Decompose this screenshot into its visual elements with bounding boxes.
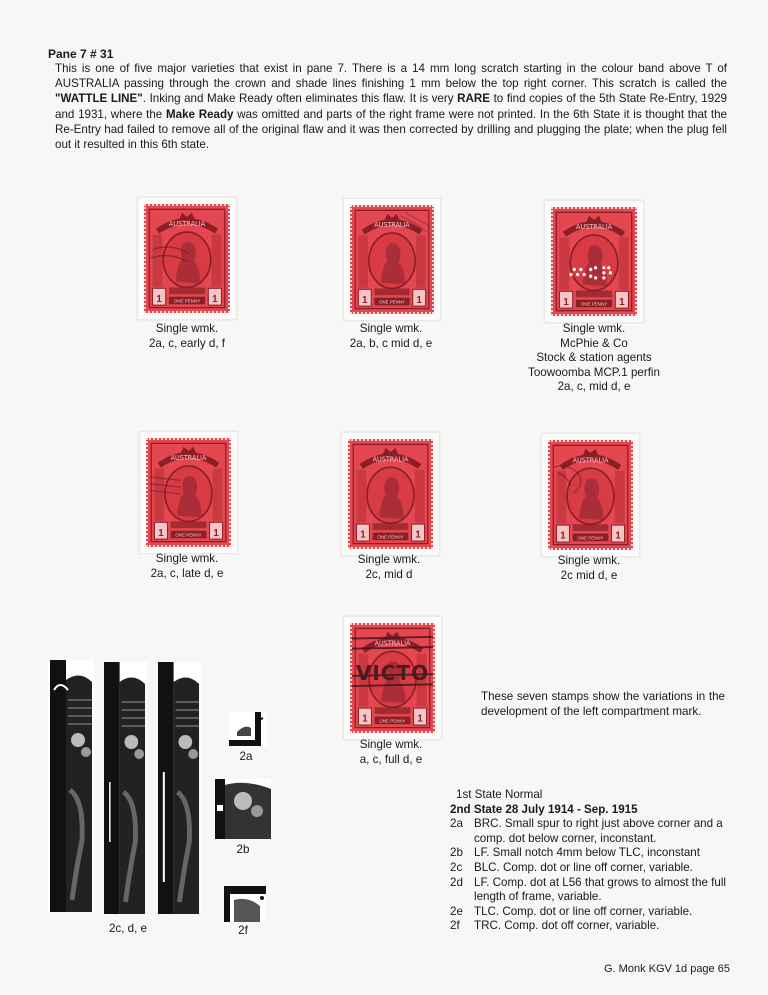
stamp-mount-3: [544, 200, 644, 323]
stamp-value-right: 1: [213, 527, 219, 539]
stamp-value-right: 1: [619, 296, 625, 308]
stamp-caption-1: [87, 322, 287, 351]
stamp-kgv-1d: [548, 440, 633, 550]
stamp-mount-5: [341, 432, 440, 556]
stamp-denomination: ONE PENNY: [577, 535, 604, 541]
variety-code: 2e: [450, 904, 463, 918]
variation-note: These seven stamps show the variations in the development of the left compartment mark.: [481, 690, 725, 718]
intro-text-2: . Inking and Make Ready often eliminates this flaw. It is very: [142, 92, 458, 106]
stamp-value-left: 1: [156, 293, 162, 305]
stamp-kgv-1d-cancelled: [350, 623, 435, 733]
variety-text: TRC. Comp. dot off corner, variable.: [474, 919, 660, 933]
stamp-kgv-1d: [350, 205, 434, 314]
stamp-value-left: 1: [158, 527, 164, 539]
stamp-value-left: 1: [360, 529, 366, 541]
caption-line: 2c, mid d: [365, 567, 413, 581]
stamp-caption-6: [489, 554, 689, 583]
intro-text-1: This is one of five major varieties that exist in pane 7. There is a 14 mm long scratch starting in the colour band above T of AUSTRALIA passing through the crown and shade lines finishing 1 mm below the top right corner. This scratch is called the: [55, 62, 727, 91]
caption-line: 2a, c, late d, e: [150, 566, 224, 580]
variety-code: 2f: [450, 919, 460, 933]
stamp-country: AUSTRALIA: [575, 223, 613, 232]
variety-row: [450, 861, 740, 876]
wattle-line-term: "WATTLE LINE": [55, 92, 143, 106]
caption-line: 2a, c, early d, f: [148, 336, 226, 350]
stamp-denomination: ONE PENNY: [377, 534, 404, 540]
rare-term: RARE: [457, 92, 490, 106]
stamp-denomination: ONE PENNY: [379, 299, 405, 305]
stamp-country: AUSTRALIA: [374, 221, 410, 230]
caption-line: a, c, full d, e: [359, 752, 423, 766]
variety-text: LF. Small notch 4mm below TLC, inconstant: [474, 846, 700, 860]
stamp-kgv-1d: [348, 439, 433, 549]
stamp-value-right: 1: [416, 294, 422, 306]
stamp-denomination: ONE PENNY: [379, 718, 406, 724]
stamp-country: AUSTRALIA: [168, 220, 206, 229]
caption-line: Single wmk.: [562, 322, 626, 335]
caption-line: 2a, b, c mid d, e: [349, 336, 433, 350]
caption-line: 2c mid d, e: [560, 568, 618, 582]
enlargement-strip-1: [48, 660, 94, 912]
detail-2b: [215, 779, 271, 839]
postmark-text: VICTO: [355, 661, 430, 686]
state-1-normal: 1st State Normal: [456, 788, 543, 801]
stamp-denomination: ONE PENNY: [580, 301, 608, 307]
stamp-denomination: ONE PENNY: [173, 298, 201, 304]
caption-line: 2a, c, mid d, e: [557, 380, 631, 393]
stamp-country: AUSTRALIA: [372, 455, 409, 464]
stamp-denomination: ONE PENNY: [175, 532, 202, 538]
variety-row: [450, 817, 740, 846]
stamp-mount-7: [343, 616, 442, 740]
stamp-value-left: 1: [563, 296, 569, 308]
intro-text-3: to find copies of the 5th State Re-Entry, 1929 and 1931, where the: [55, 92, 727, 121]
stamp-value-left: 1: [362, 294, 368, 306]
stamp-caption-4: [87, 552, 287, 581]
caption-line: Single wmk.: [357, 553, 421, 566]
detail-2a-label: 2a: [239, 750, 253, 763]
make-ready-term: Make Ready: [165, 107, 234, 121]
stamp-mount-4: [139, 431, 238, 554]
strips-label: 2c, d, e: [108, 922, 148, 935]
stamp-caption-3: [494, 322, 694, 395]
stamp-country: AUSTRALIA: [170, 454, 207, 463]
stamp-mount-2: [343, 198, 441, 321]
stamp-kgv-1d: [144, 204, 230, 313]
variety-text: BRC. Small spur to right just above corner and a comp. dot below corner, inconstant.: [474, 817, 723, 845]
variety-row: [450, 919, 740, 934]
states-list: [450, 788, 740, 934]
stamp-caption-5: [289, 553, 489, 582]
variety-text: LF. Comp. dot at L56 that grows to almost the full length of frame, variable.: [474, 875, 726, 904]
stamp-country: AUSTRALIA: [572, 456, 609, 465]
intro-text-4: was omitted and parts of the right frame were not printed. In the 6th State it is thought that the Re-Entry had failed to remove all of the original flaw and it was then corrected by drilling and plugging the plate; when the plug fell out it resulted in this 6th state.: [55, 107, 727, 152]
variety-code: 2d: [450, 875, 463, 889]
variety-text: BLC. Comp. dot or line off corner, variable.: [474, 860, 693, 874]
page-heading: Pane 7 # 31: [48, 47, 114, 61]
stamp-value-right: 1: [615, 530, 621, 542]
variety-text: TLC. Comp. dot or line off corner, variable.: [474, 904, 693, 918]
stamp-value-right: 1: [417, 713, 423, 725]
caption-line: Single wmk.: [359, 738, 423, 751]
stamp-value-left: 1: [560, 530, 566, 542]
variety-row: [450, 905, 740, 920]
stamp-caption-2: [291, 322, 491, 351]
variety-code: 2a: [450, 817, 463, 831]
stamp-mount-1: [137, 197, 237, 320]
caption-line: Single wmk.: [155, 322, 219, 335]
caption-line: Single wmk.: [359, 322, 423, 335]
stamp-mount-6: [541, 433, 640, 557]
page-footer: G. Monk KGV 1d page 65: [604, 963, 730, 975]
intro-paragraph: [55, 61, 727, 152]
detail-2f: [224, 886, 266, 922]
variety-code: 2b: [450, 846, 463, 860]
stamp-kgv-1d-perfin: [551, 207, 637, 316]
stamp-kgv-1d: [146, 438, 231, 547]
stamp-caption-7: [291, 738, 491, 767]
stamp-country: AUSTRALIA: [374, 639, 411, 648]
stamp-value-right: 1: [415, 529, 421, 541]
detail-2f-label: 2f: [238, 924, 248, 937]
stamp-value-left: 1: [362, 713, 368, 725]
caption-line: McPhie & Co: [560, 336, 628, 350]
caption-line: Toowoomba MCP.1 perfin: [528, 365, 660, 379]
enlargement-strip-2: [102, 662, 147, 914]
variety-row: [450, 846, 740, 861]
detail-2b-label: 2b: [236, 843, 250, 856]
variety-row: [450, 876, 740, 905]
variety-code: 2c: [450, 860, 463, 874]
caption-line: Stock & station agents: [536, 351, 652, 364]
state-2-heading: 2nd State 28 July 1914 - Sep. 1915: [450, 802, 638, 816]
enlargement-strip-3: [156, 662, 201, 914]
caption-line: Single wmk.: [557, 554, 621, 567]
caption-line: Single wmk.: [155, 552, 219, 565]
detail-2a: [229, 712, 267, 746]
stamp-value-right: 1: [212, 293, 218, 305]
